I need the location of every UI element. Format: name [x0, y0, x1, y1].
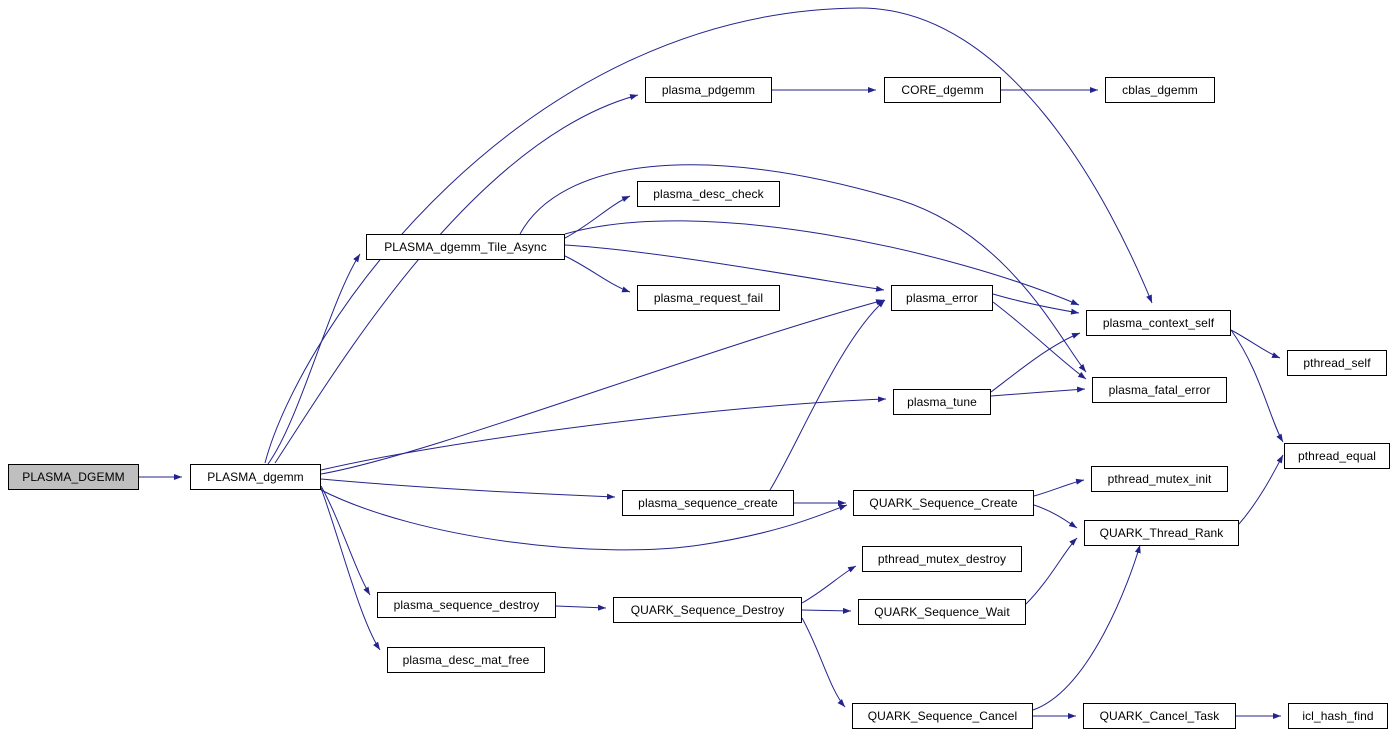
edge-plasma_dgemm-to-plasma_pdgemm — [275, 95, 638, 463]
node-core_dgemm[interactable]: CORE_dgemm — [884, 77, 1001, 103]
node-plasma_desc_mat_free[interactable]: plasma_desc_mat_free — [387, 647, 545, 673]
node-quark_sequence_cancel[interactable]: QUARK_Sequence_Cancel — [852, 703, 1033, 729]
node-plasma_sequence_destroy[interactable]: plasma_sequence_destroy — [377, 592, 556, 618]
node-plasma_dgemm_tile_async[interactable]: PLASMA_dgemm_Tile_Async — [366, 234, 565, 260]
node-quark_cancel_task[interactable]: QUARK_Cancel_Task — [1083, 703, 1236, 729]
edge-plasma_dgemm-to-plasma_dgemm_tile_async — [268, 254, 360, 464]
edge-plasma_dgemm-to-plasma_sequence_destroy — [321, 486, 370, 595]
edge-plasma_error-to-plasma_context_self — [993, 294, 1079, 313]
edge-quark_sequence_destroy-to-quark_sequence_wait — [802, 610, 851, 611]
node-quark_sequence_wait[interactable]: QUARK_Sequence_Wait — [858, 599, 1026, 625]
node-pthread_mutex_init[interactable]: pthread_mutex_init — [1091, 466, 1228, 492]
node-plasma_dgemm[interactable]: PLASMA_dgemm — [190, 464, 321, 490]
node-plasma_tune[interactable]: plasma_tune — [893, 389, 991, 415]
node-icl_hash_find[interactable]: icl_hash_find — [1288, 703, 1388, 729]
edge-quark_sequence_create-to-pthread_mutex_init — [1034, 480, 1084, 496]
node-plasma_request_fail[interactable]: plasma_request_fail — [637, 285, 780, 311]
edge-plasma_sequence_destroy-to-quark_sequence_destroy — [556, 606, 606, 608]
node-pthread_equal[interactable]: pthread_equal — [1284, 443, 1390, 469]
node-plasma_dgemm_root[interactable]: PLASMA_DGEMM — [8, 464, 139, 490]
edge-plasma_context_self-to-pthread_equal — [1231, 330, 1283, 442]
node-quark_sequence_destroy[interactable]: QUARK_Sequence_Destroy — [613, 597, 802, 623]
node-plasma_sequence_create[interactable]: plasma_sequence_create — [622, 490, 794, 516]
node-quark_sequence_create[interactable]: QUARK_Sequence_Create — [853, 490, 1034, 516]
edge-plasma_error-to-plasma_fatal_error — [993, 302, 1086, 379]
edge-quark_thread_rank-to-pthread_equal — [1239, 455, 1283, 524]
node-cblas_dgemm[interactable]: cblas_dgemm — [1105, 77, 1215, 103]
edge-quark_sequence_destroy-to-pthread_mutex_destroy — [802, 566, 856, 603]
edge-plasma_dgemm_tile_async-to-plasma_error — [565, 245, 884, 290]
node-quark_thread_rank[interactable]: QUARK_Thread_Rank — [1084, 520, 1239, 546]
node-plasma_context_self[interactable]: plasma_context_self — [1086, 310, 1231, 336]
edge-quark_sequence_cancel-to-quark_thread_rank — [1033, 545, 1140, 710]
edge-plasma_dgemm-to-plasma_error — [321, 300, 884, 474]
node-plasma_desc_check[interactable]: plasma_desc_check — [637, 181, 780, 207]
edge-plasma_dgemm-to-plasma_desc_mat_free — [321, 488, 380, 650]
edge-quark_sequence_wait-to-quark_thread_rank — [1026, 538, 1077, 604]
edge-quark_sequence_create-to-quark_thread_rank — [1034, 505, 1077, 528]
edge-plasma_dgemm-to-plasma_tune — [321, 399, 886, 470]
node-pthread_mutex_destroy[interactable]: pthread_mutex_destroy — [862, 546, 1022, 572]
edge-plasma_dgemm-to-plasma_sequence_create — [321, 479, 615, 497]
edge-plasma_tune-to-plasma_fatal_error — [991, 389, 1085, 396]
node-plasma_error[interactable]: plasma_error — [891, 285, 993, 311]
edge-plasma_sequence_create-to-plasma_error — [770, 300, 885, 490]
edge-plasma_dgemm_tile_async-to-plasma_fatal_error — [520, 165, 1086, 372]
edge-quark_sequence_destroy-to-quark_sequence_cancel — [802, 618, 845, 707]
edge-plasma_dgemm_tile_async-to-plasma_request_fail — [565, 256, 630, 292]
node-plasma_fatal_error[interactable]: plasma_fatal_error — [1092, 377, 1227, 403]
edge-plasma_dgemm_tile_async-to-plasma_desc_check — [565, 196, 630, 238]
edge-plasma_tune-to-plasma_context_self — [991, 333, 1080, 392]
edge-plasma_context_self-to-pthread_self — [1231, 330, 1280, 358]
node-plasma_pdgemm[interactable]: plasma_pdgemm — [645, 77, 772, 103]
node-pthread_self[interactable]: pthread_self — [1287, 350, 1387, 376]
